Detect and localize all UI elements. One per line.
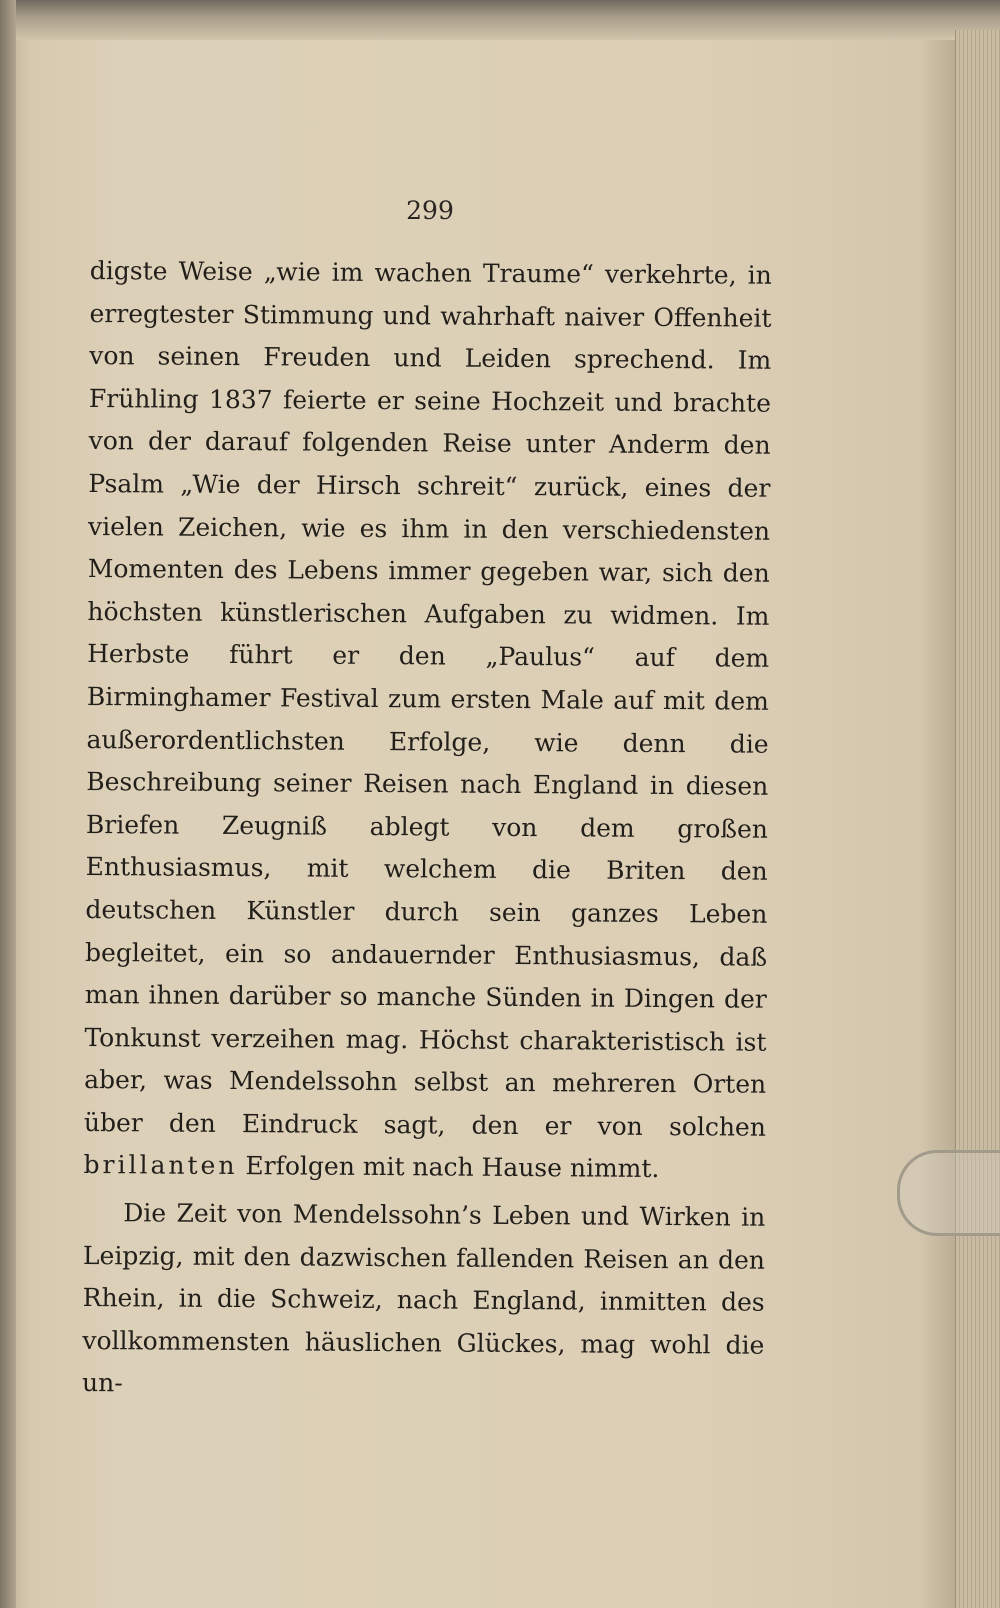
spaced-word: brillanten <box>83 1150 238 1181</box>
body-text <box>82 250 772 1410</box>
paragraph-1-end: Erfolgen mit nach Hause nimmt. <box>245 1151 660 1184</box>
page-number: 299 <box>406 196 454 225</box>
paragraph-1 <box>83 250 772 1192</box>
paragraph-2: Die Zeit von Mendelssohn’s Leben und Wirken in Leipzig, mit den dazwischen fallenden Reisen an den Rhein, in die Schweiz, nach England, inmitten des vollkommensten häuslichen Glückes, mag wohl die un- <box>81 1198 766 1398</box>
book-spine <box>0 0 16 1608</box>
page-edges <box>955 30 1000 1608</box>
paragraph-1-text: digste Weise „wie im wachen Traume“ verkehrte, in erregtester Stimmung und wahrhaft naiver Offenheit von seinen Freuden und Leiden sprechend. Im Frühling 1837 feierte er seine Hochzeit und brachte von der darauf folgenden Reise unter Anderm den Psalm „Wie der Hirsch schreit“ zurück, eines der vielen Zeichen, wie es ihm in den verschiedensten Momenten des Lebens immer gegeben war, sich den höchsten künstlerischen Aufgaben zu widmen. Im Herbste führt er den „Paulus“ auf dem Birminghamer Festival zum ersten Male auf mit dem außerordentlichsten Erfolge, wie denn die Beschreibung seiner Reisen nach England in diesen Briefen Zeugniß ablegt von dem großen Enthusiasmus, mit welchem die Briten den deutschen Künstler durch sein ganzes Leben begleitet, ein so andauernder Enthusiasmus, daß man ihnen darüber so manche Sünden in Dingen der Tonkunst verzeihen mag. Höchst charakteristisch ist aber, was Mendelssohn selbst an mehreren Orten über den Eindruck sagt, den er von solchen <box>83 255 772 1142</box>
page-top-edge <box>0 0 1000 40</box>
page-clip <box>897 1150 1000 1236</box>
